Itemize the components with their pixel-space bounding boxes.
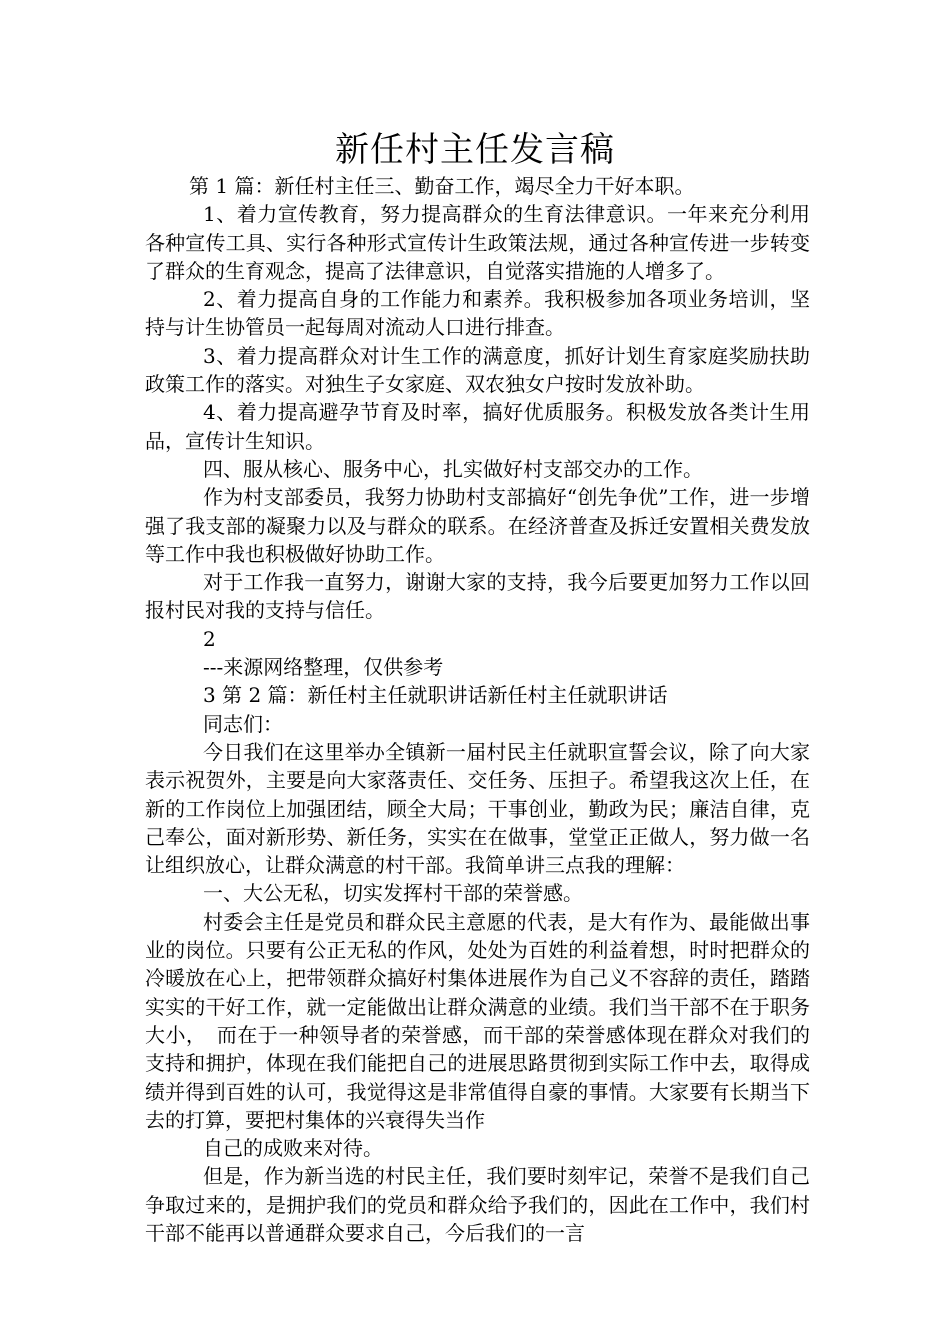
document-title: 新任村主任发言稿 [335, 130, 615, 170]
page-number: 2 [203, 626, 216, 651]
paragraph: 对于工作我一直努力，谢谢大家的支持，我今后要更加努力工作以回报村民对我的支持与信任。 [145, 570, 810, 623]
paragraph: 4、着力提高避孕节育及时率，搞好优质服务。积极发放各类计生用品，宣传计生知识。 [145, 400, 810, 453]
section-heading: 3 第 2 篇：新任村主任就职讲话新任村主任就职讲话 [203, 683, 668, 708]
paragraph: 作为村支部委员，我努力协助村支部搞好“创先争优”工作，进一步增强了我支部的凝聚力以及与群众的联系。在经济普查及拆迁安置相关费发放等工作中我也积极做好协助工作。 [145, 485, 810, 566]
paragraph: 第 1 篇：新任村主任三、勤奋工作，竭尽全力干好本职。 [189, 174, 695, 198]
paragraph: 但是，作为新当选的村民主任，我们要时刻牢记，荣誉不是我们自己争取过来的，是拥护我们的党员和群众给予我们的，因此在工作中，我们村干部不能再以普通群众要求自己，今后我们的一言 [145, 1164, 810, 1245]
paragraph: 1、着力宣传教育，努力提高群众的生育法律意识。一年来充分利用各种宣传工具、实行各种形式宣传计生政策法规，通过各种宣传进一步转变了群众的生育观念，提高了法律意识，自觉落实措施的人增多了。 [145, 202, 810, 283]
paragraph: 村委会主任是党员和群众民主意愿的代表，是大有作为、最能做出事业的岗位。只要有公正无私的作风，处处为百姓的利益着想，时时把群众的冷暖放在心上，把带领群众搞好村集体进展作为自己义不容辞的责任，踏踏实实的干好工作，就一定能做出让群众满意的业绩。我们当干部不在于职务大小， 而在于一种领导者的荣誉感，而干部的荣誉感体现在群众对我们的支持和拥护，体现在我们能把自己的进展思路贯彻到实际工作中去，取得成绩并得到百姓的认可，我觉得这是非常值得自豪的事情。大家要有长期当下去的打算，要把村集体的兴衰得失当作 [145, 909, 810, 1132]
paragraph: 四、服从核心、服务中心，扎实做好村支部交办的工作。 [203, 456, 703, 481]
paragraph: 今日我们在这里举办全镇新一届村民主任就职宣誓会议，除了向大家表示祝贺外，主要是向大家落责任、交任务、压担子。希望我这次上任，在新的工作岗位上加强团结，顾全大局；干事创业，勤政为民；廉洁自律，克己奉公，面对新形势、新任务，实实在在做事，堂堂正正做人，努力做一名让组织放心，让群众满意的村干部。我简单讲三点我的理解： [145, 739, 810, 878]
paragraph: 3、着力提高群众对计生工作的满意度，抓好计划生育家庭奖励扶助政策工作的落实。对独生子女家庭、双农独女户按时发放补助。 [145, 343, 810, 397]
paragraph: 2、着力提高自身的工作能力和素养。我积极参加各项业务培训，坚持与计生协管员一起每周对流动人口进行排查。 [145, 287, 810, 340]
salutation: 同志们： [203, 711, 283, 736]
paragraph: 自己的成败来对待。 [203, 1136, 383, 1161]
paragraph: 一、大公无私，切实发挥村干部的荣誉感。 [203, 881, 583, 906]
source-note: ---来源网络整理，仅供参考 [203, 655, 444, 680]
document-body [145, 172, 810, 1247]
